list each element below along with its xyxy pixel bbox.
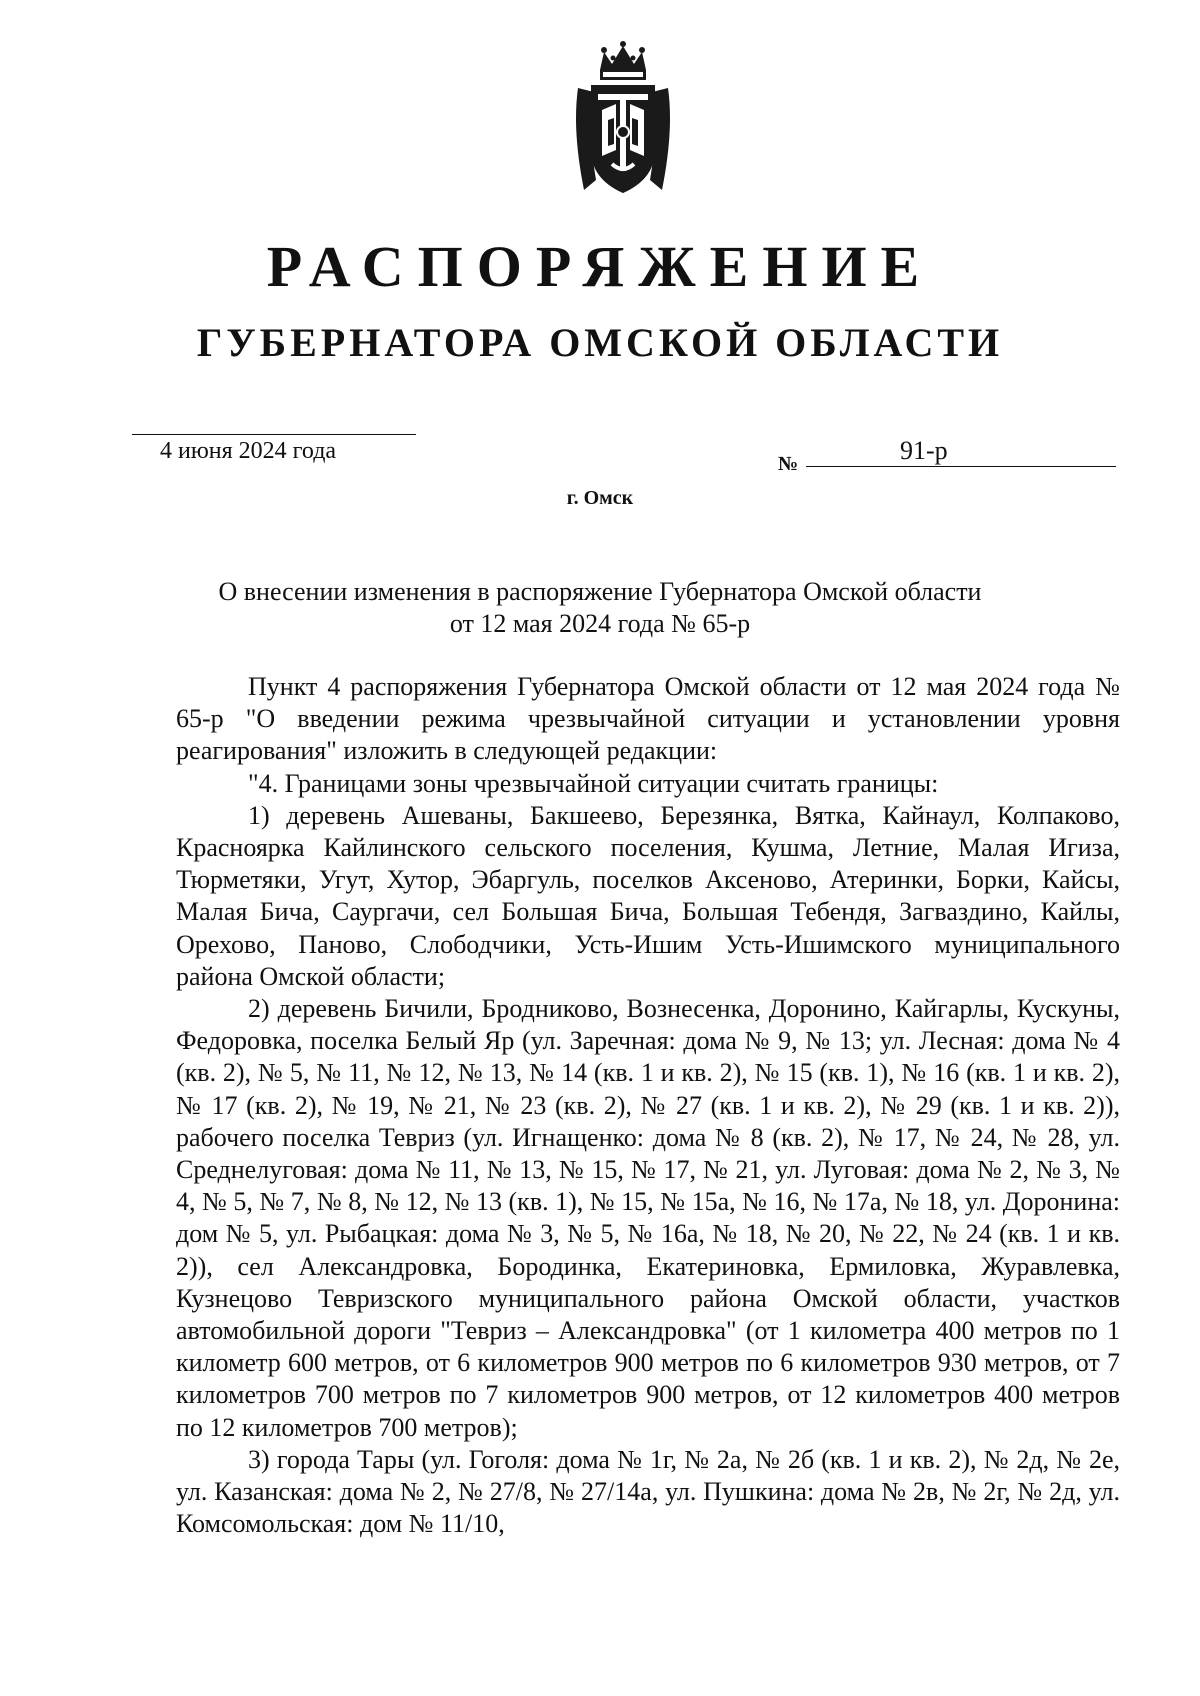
document-number: 91-р: [900, 436, 948, 465]
document-type-title: РАСПОРЯЖЕНИЕ: [266, 234, 934, 299]
paragraph-intro: Пункт 4 распоряжения Губернатора Омской области от 12 мая 2024 года № 65-р "О введении режима чрезвычайной ситуации и установлении уровня реагирования" изложить в следующей редакции:: [176, 672, 1120, 766]
number-sign: №: [778, 453, 799, 475]
paragraph-item-2: 2) деревень Бичили, Бродниково, Вознесенка, Доронино, Кайгарлы, Кускуны, Федоровка, поселка Белый Яр (ул. Заречная: дома № 9, № 13; ул. Лесная: дома № 4 (кв. 2), № 5, № 11, № 12, № 13, № 14 (кв. 1 и кв. 2), № 15 (кв. 1), № 16 (кв. 1 и кв. 2), № 17 (кв. 2), № 19, № 21, № 23 (кв. 2), № 27 (кв. 1 и кв. 2), № 29 (кв. 1 и кв. 2)), рабочего поселка Тевриз (ул. Игнащенко: дома № 8 (кв. 2), № 17, № 24, № 28, ул. Среднелуговая: дома № 11, № 13, № 15, № 17, № 21, ул. Луговая: дома № 2, № 3, № 4, № 5, № 7, № 8, № 12, № 13 (кв. 1), № 15, № 15а, № 16, № 17а, № 18, ул. Доронина: дом № 5, ул. Рыбацкая: дома № 3, № 5, № 16а, № 18, № 20, № 22, № 24 (кв. 1 и кв. 2)), сел Александровка, Бородинка, Екатериновка, Ермиловка, Журавлевка, Кузнецово Тевризского муниципального района Омской области, участков автомобильной дороги "Тевриз – Александровка" (от 1 километра 400 метров по 1 километр 600 метров, от 6 километров 900 метров по 6 километров 930 метров, от 7 километров 700 метров по 7 километров 900 метров, от 12 километров 400 метров по 12 километров 700 метров);: [176, 994, 1120, 1442]
number-underline: [806, 466, 1116, 467]
paragraph-point-4: "4. Границами зоны чрезвычайной ситуации считать границы:: [248, 768, 939, 798]
subject-line-1: О внесении изменения в распоряжение Губернатора Омской области: [218, 577, 982, 606]
document-date: 4 июня 2024 года: [160, 438, 337, 464]
city-label: г. Омск: [566, 487, 634, 509]
paragraph-item-3: 3) города Тары (ул. Гоголя: дома № 1г, № 2а, № 2б (кв. 1 и кв. 2), № 2д, № 2е, ул. Казанская: дома № 2, № 27/8, № 27/14а, ул. Пушкина: дома № 2в, № 2г, № 2д, ул. Комсомольская: дом № 11/10,: [176, 1444, 1120, 1539]
document-subject: [0, 576, 1200, 640]
document-body: [176, 671, 1120, 1540]
subject-line-2: от 12 мая 2024 года № 65-р: [449, 609, 751, 638]
paragraph-item-1: 1) деревень Ашеваны, Бакшеево, Березянка, Вятка, Кайнаул, Колпаково, Красноярка Кайлинского сельского поселения, Кушма, Летние, Малая Игиза, Тюрметяки, Угут, Хутор, Эбаргуль, поселков Аксеново, Атеринки, Борки, Кайсы, Малая Бича, Саургачи, сел Большая Бича, Большая Тебендя, Загваздино, Кайлы, Орехово, Паново, Слободчики, Усть-Ишим Усть-Ишимского муниципального района Омской области;: [176, 800, 1120, 991]
issuer-subtitle: ГУБЕРНАТОРА ОМСКОЙ ОБЛАСТИ: [196, 320, 1004, 365]
date-underline: [132, 434, 416, 435]
omsk-region-coat-of-arms-icon: [568, 40, 678, 200]
